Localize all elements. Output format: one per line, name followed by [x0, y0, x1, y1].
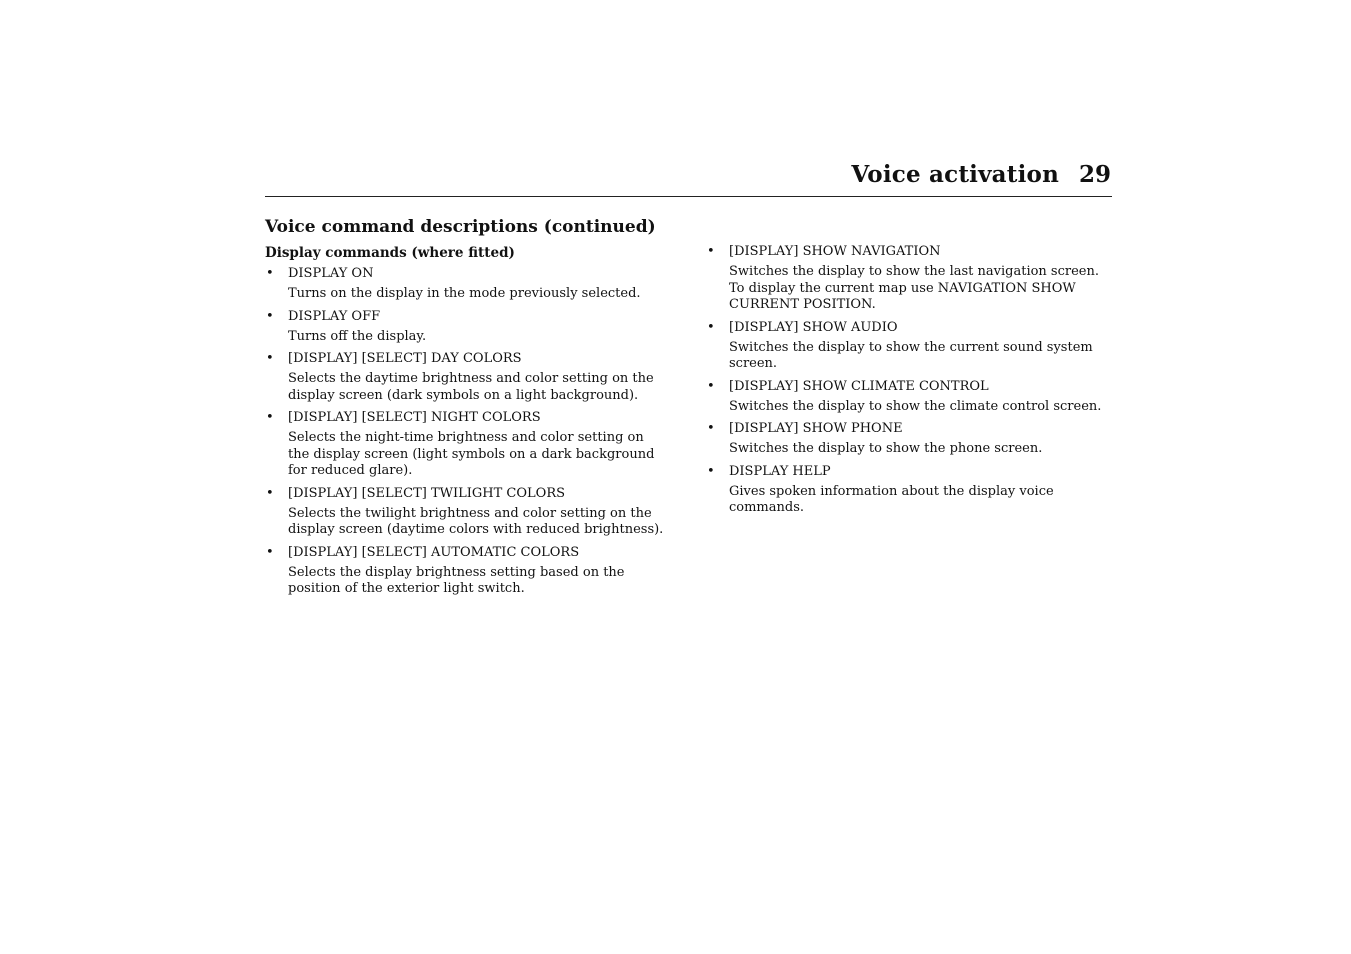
command-label: [706, 378, 1116, 395]
page-number: 29: [1078, 161, 1111, 188]
command-label: [265, 308, 665, 325]
list-item: [706, 463, 1116, 517]
command-label: [265, 409, 665, 426]
bullet-icon: •: [707, 319, 715, 335]
list-item: [265, 544, 665, 598]
command-label: [706, 420, 1116, 437]
command-text: DISPLAY HELP: [729, 463, 831, 479]
page-title: Voice activation: [851, 161, 1059, 188]
list-item: [706, 420, 1116, 458]
command-text: DISPLAY ON: [288, 266, 374, 281]
bullet-icon: •: [266, 544, 274, 560]
bullet-icon: •: [266, 266, 274, 281]
command-text: [DISPLAY] [SELECT] AUTOMATIC COLORS: [288, 544, 580, 560]
bullet-icon: •: [707, 244, 715, 259]
list-item: [706, 319, 1116, 373]
list-item: [706, 378, 1116, 416]
command-text: [DISPLAY] [SELECT] NIGHT COLORS: [288, 410, 541, 425]
command-text: [DISPLAY] SHOW AUDIO: [729, 319, 898, 335]
command-description: Turns on the display in the mode previously selected.: [288, 286, 641, 301]
list-item: [265, 265, 665, 303]
command-text: [DISPLAY] [SELECT] DAY COLORS: [288, 351, 522, 366]
bullet-icon: •: [707, 421, 715, 436]
command-text: [DISPLAY] SHOW NAVIGATION: [729, 244, 941, 259]
command-label: [706, 319, 1116, 336]
bullet-icon: •: [707, 378, 715, 394]
list-item: [265, 350, 665, 404]
bullet-icon: •: [707, 463, 715, 479]
command-description: Selects the night-time brightness and color setting on the display screen (light symbols on a dark background for reduced glare).: [288, 430, 655, 478]
list-item: [265, 485, 665, 539]
command-description: Switches the display to show the phone screen.: [729, 441, 1043, 456]
page-header: [265, 158, 1112, 197]
command-label: [706, 243, 1116, 260]
command-description: Selects the twilight brightness and color setting on the display screen (daytime colors with reduced brightness).: [288, 505, 664, 537]
subsection-title: Display commands (where fitted): [265, 245, 515, 261]
command-description: Switches the display to show the climate control screen.: [729, 398, 1102, 414]
bullet-icon: •: [266, 485, 274, 501]
section-title: Voice command descriptions (continued): [265, 217, 656, 237]
command-description: Switches the display to show the current sound system screen.: [729, 339, 1093, 371]
command-label: [265, 485, 665, 502]
command-description: Selects the display brightness setting based on the position of the exterior light switch.: [288, 564, 625, 596]
list-item: [265, 409, 665, 480]
command-description: Switches the display to show the last navigation screen. To display the current map use NAVIGATION SHOW CURRENT POSITION.: [729, 264, 1099, 312]
bullet-icon: •: [266, 410, 274, 425]
command-label: [265, 265, 665, 282]
command-description: Gives spoken information about the display voice commands.: [729, 483, 1054, 515]
command-text: DISPLAY OFF: [288, 308, 381, 324]
command-description: Selects the daytime brightness and color setting on the display screen (dark symbols on a light background).: [288, 371, 654, 403]
command-description: Turns off the display.: [288, 328, 427, 344]
list-item: [706, 243, 1116, 314]
list-item: [265, 308, 665, 346]
bullet-icon: •: [266, 308, 274, 324]
command-text: [DISPLAY] [SELECT] TWILIGHT COLORS: [288, 485, 566, 501]
command-label: [265, 350, 665, 367]
bullet-icon: •: [266, 351, 274, 366]
command-label: [265, 544, 665, 561]
command-text: [DISPLAY] SHOW CLIMATE CONTROL: [729, 378, 989, 394]
right-column: [706, 243, 1116, 522]
left-column: [265, 216, 665, 603]
command-label: [706, 463, 1116, 480]
command-text: [DISPLAY] SHOW PHONE: [729, 421, 903, 436]
